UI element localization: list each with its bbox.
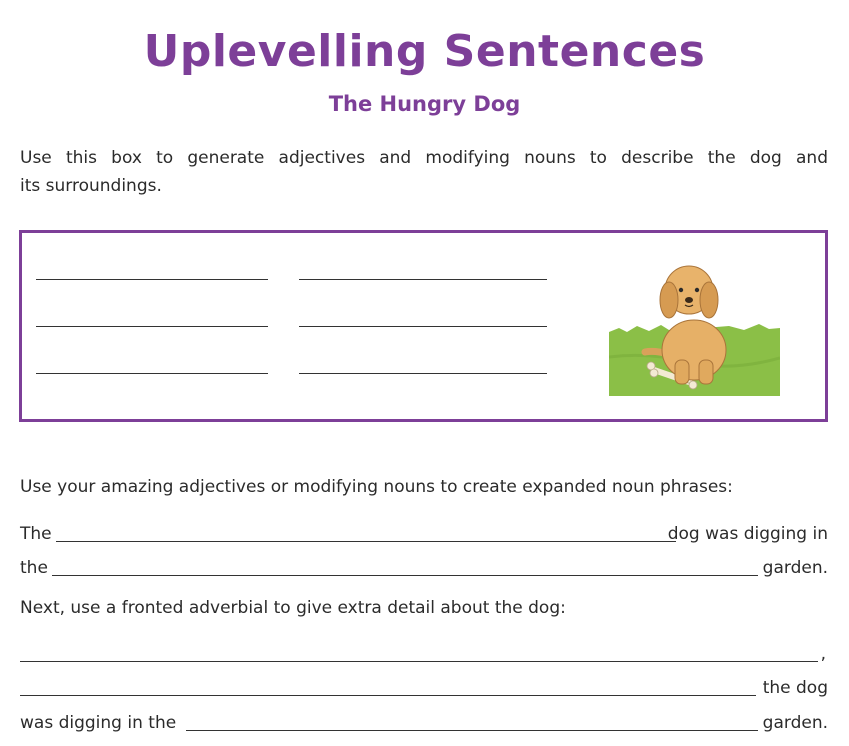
answer-line[interactable]: [186, 730, 758, 731]
sentence-text: ,: [820, 644, 826, 664]
sentence-row: [20, 709, 828, 737]
dog-illustration: [609, 262, 780, 396]
word-line[interactable]: [299, 326, 547, 327]
sentence-text: garden.: [762, 713, 828, 733]
sentence-text: the dog: [762, 678, 828, 698]
word-line[interactable]: [299, 279, 547, 280]
answer-line[interactable]: [52, 575, 758, 576]
answer-line[interactable]: [20, 661, 818, 662]
sentence-text: was digging in the: [20, 713, 177, 733]
word-line[interactable]: [36, 279, 268, 280]
word-line[interactable]: [36, 326, 268, 327]
sentence-row: [20, 520, 828, 548]
sentence-text: dog was digging in: [667, 524, 828, 544]
intro-text-line2: its surroundings.: [20, 176, 162, 196]
answer-line[interactable]: [20, 695, 756, 696]
word-line[interactable]: [299, 373, 547, 374]
sentence-row: [20, 554, 828, 582]
intro-text-line1: Use this box to generate adjectives and modifying nouns to describe the dog and: [20, 148, 828, 168]
page-subtitle: The Hungry Dog: [328, 92, 521, 116]
section2-instruction: Use your amazing adjectives or modifying nouns to create expanded noun phrases:: [20, 477, 733, 497]
answer-line[interactable]: [56, 541, 676, 542]
section3-instruction: Next, use a fronted adverbial to give extra detail about the dog:: [20, 598, 566, 618]
sentence-text: The: [20, 524, 52, 544]
sentence-row: [20, 674, 828, 702]
sentence-text: garden.: [762, 558, 828, 578]
sentence-text: the: [20, 558, 48, 578]
page-title: Uplevelling Sentences: [143, 26, 706, 77]
word-line[interactable]: [36, 373, 268, 374]
sentence-row: [20, 640, 828, 668]
